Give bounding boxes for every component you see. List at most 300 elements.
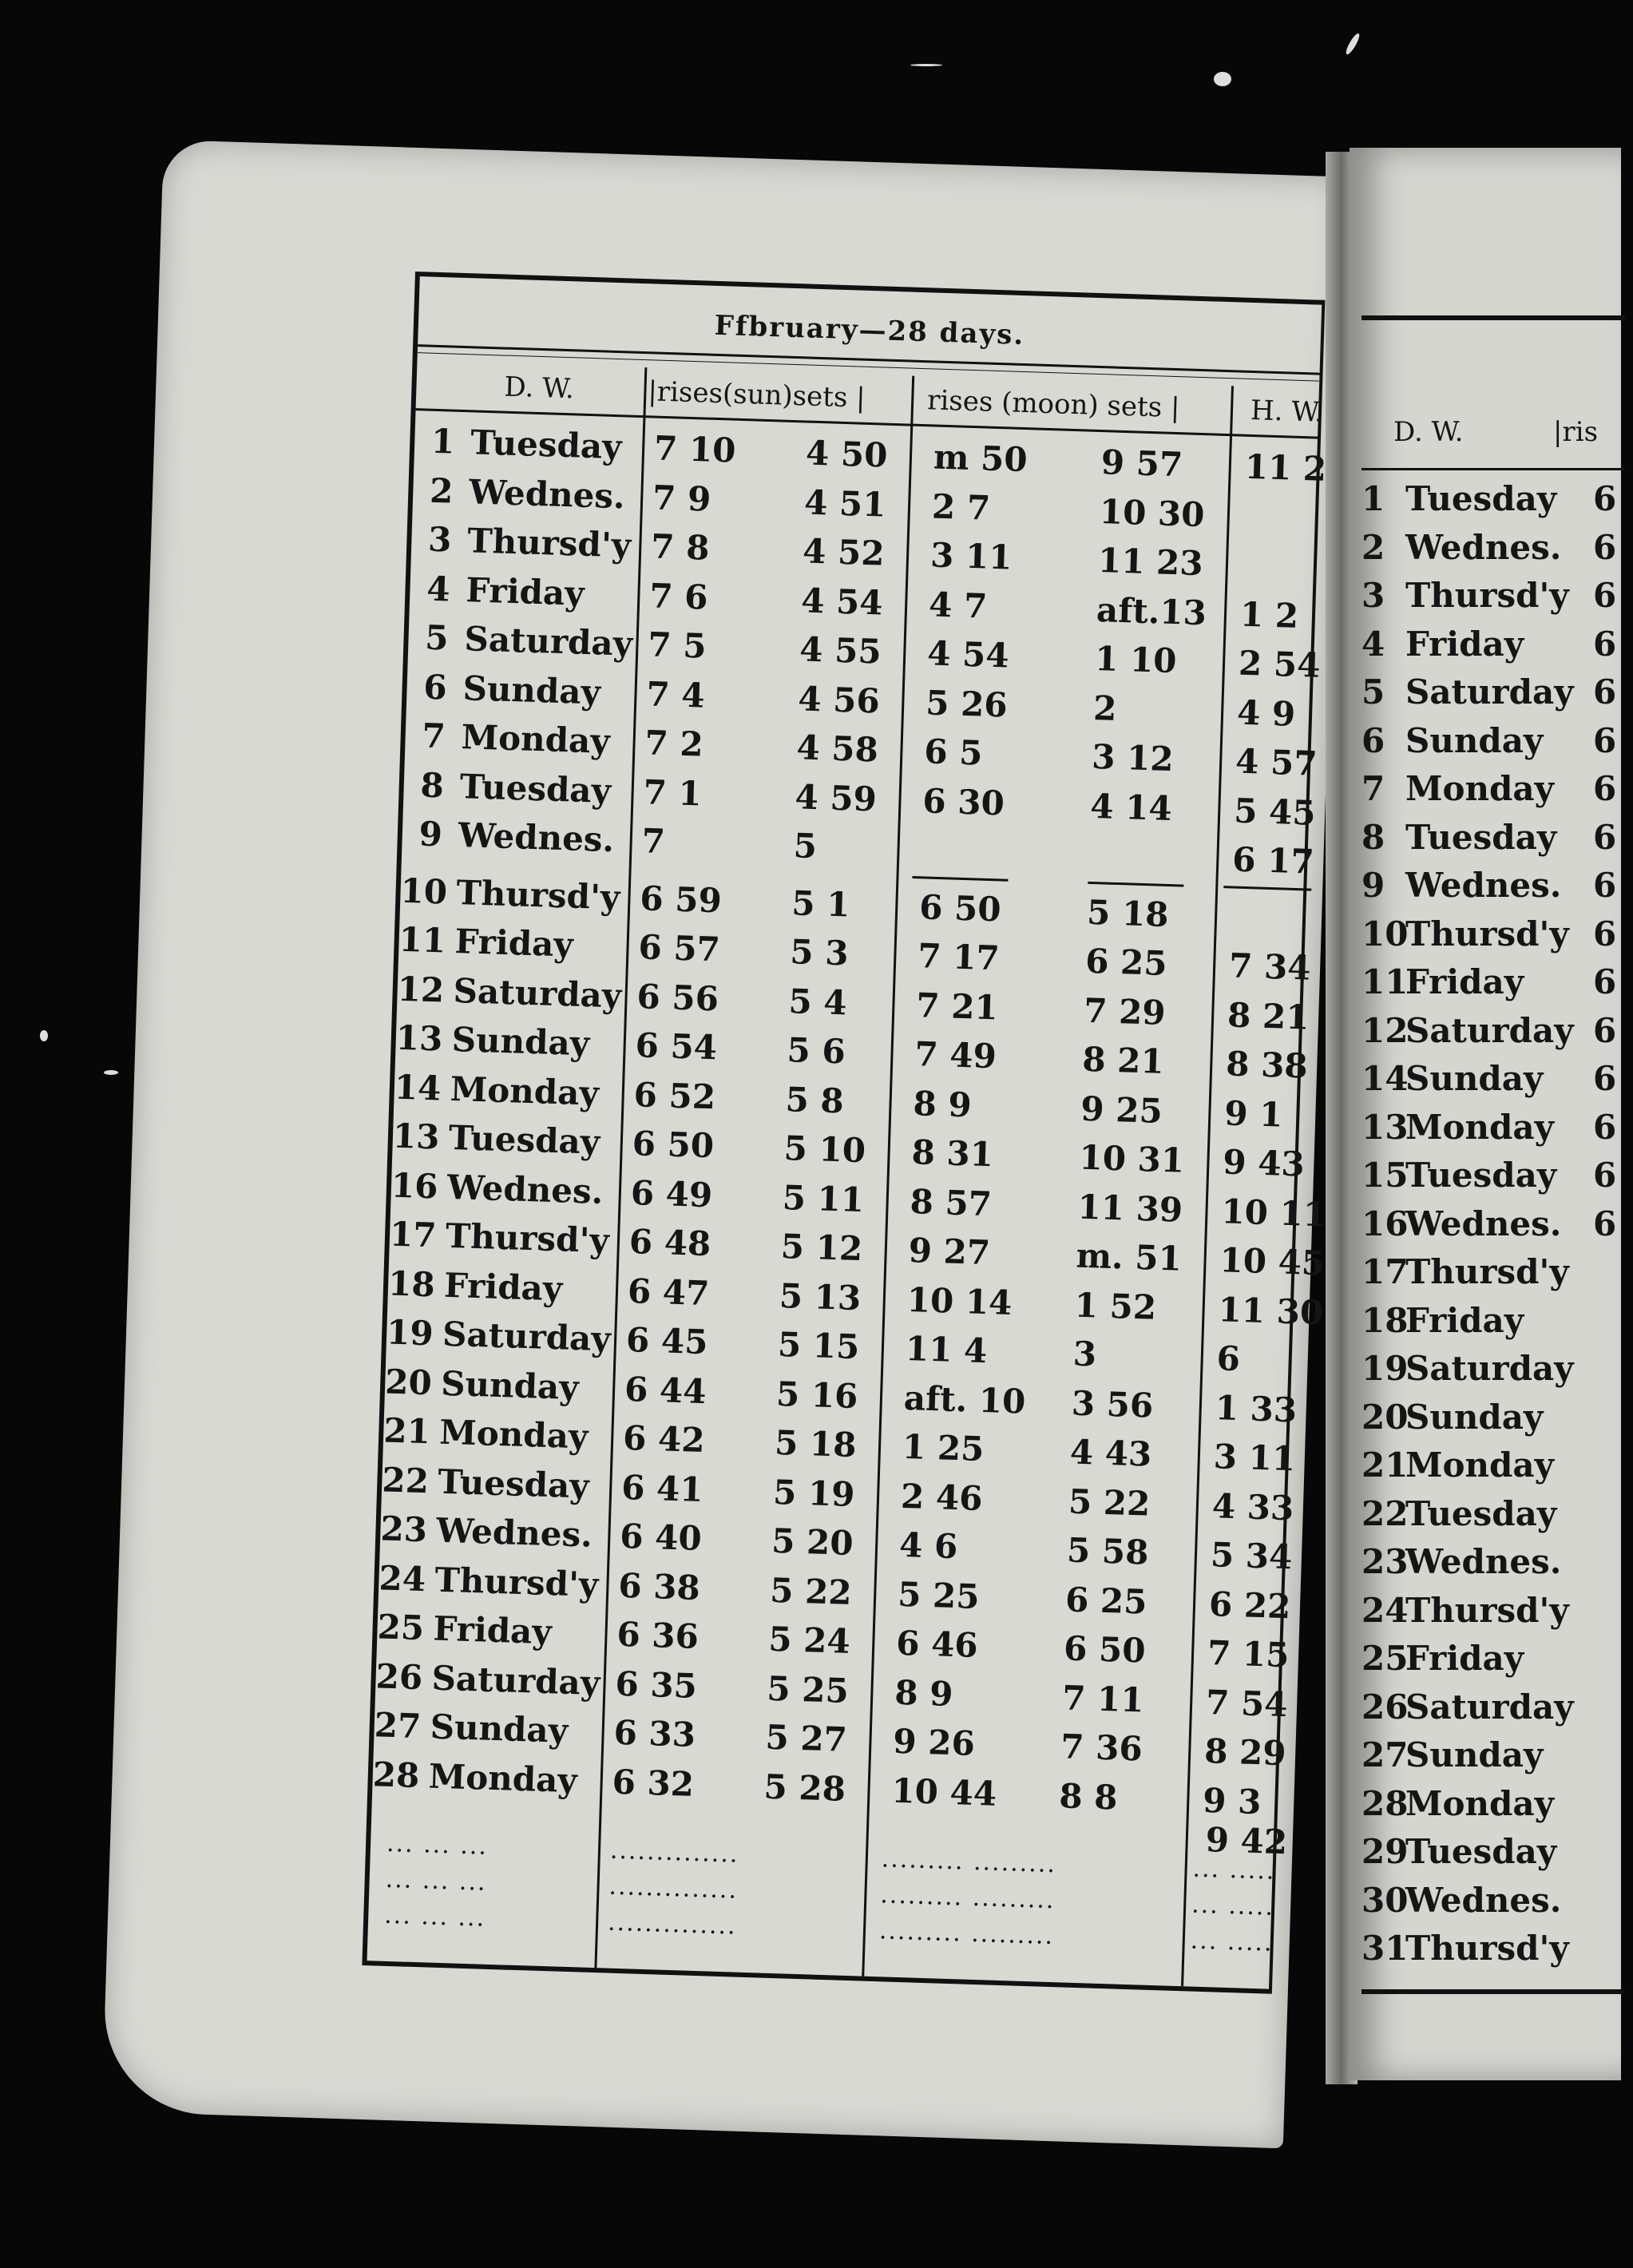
high-water-cell: 9 1 — [1223, 1092, 1284, 1135]
moonrise-cell: m 50 — [933, 437, 1029, 480]
sunrise-cell: 6 48 — [628, 1222, 711, 1264]
weekday-cell: Friday — [1405, 1639, 1524, 1678]
day-number-cell: 28 — [1361, 1783, 1409, 1823]
weekday-cell: Friday — [443, 1265, 564, 1308]
right-table-row — [1361, 1008, 1633, 1056]
day-number-cell: 2 — [1361, 527, 1385, 567]
weekday-cell: Monday — [1405, 1783, 1555, 1823]
weekday-cell: Monday — [438, 1412, 589, 1457]
moonset-cell: 3 56 — [1071, 1383, 1154, 1425]
high-water-cell: 3 11 — [1213, 1437, 1296, 1479]
day-number-cell: 13 — [1361, 1107, 1409, 1147]
moonset-cell: 5 58 — [1066, 1530, 1150, 1572]
sunrise-cell: 7 — [640, 821, 666, 862]
day-number-cell: 10 — [1361, 914, 1409, 954]
sunrise-cell: 7 8 — [650, 526, 711, 568]
sunrise-cell: 6 45 — [625, 1319, 709, 1362]
moonrise-cell: aft. 10 — [903, 1378, 1027, 1421]
high-water-cell: 10 45 — [1219, 1240, 1326, 1283]
sunset-cell: 5 3 — [789, 932, 850, 973]
weekday-cell: Saturday — [452, 970, 623, 1016]
day-number-cell: 11 — [1361, 962, 1409, 1001]
day-number-cell: 23 — [379, 1509, 428, 1550]
sunrise-cell: 6 — [1593, 1156, 1617, 1195]
day-number-cell: 3 — [1361, 576, 1385, 615]
right-table-row — [1361, 1298, 1633, 1346]
moonrise-cell: 11 4 — [905, 1328, 988, 1371]
right-table-row — [1361, 1056, 1633, 1104]
day-number-cell: 25 — [376, 1607, 425, 1648]
sunrise-cell: 7 6 — [648, 575, 709, 617]
sunrise-cell: 7 2 — [644, 723, 704, 764]
sunrise-cell: 6 54 — [634, 1025, 718, 1068]
weekday-cell: Monday — [1405, 769, 1555, 808]
moonrise-cell: 6 46 — [895, 1623, 979, 1665]
high-water-cell: 8 21 — [1227, 994, 1310, 1037]
sunset-cell: 4 56 — [797, 678, 881, 721]
moonrise-cell: 7 17 — [917, 936, 1001, 978]
dots-dw: ... ... ... — [385, 1865, 488, 1897]
sunset-cell: 5 28 — [763, 1766, 846, 1809]
day-number-cell: 5 — [424, 617, 450, 658]
moonrise-cell: 4 7 — [928, 584, 989, 626]
moonset-cell: 8 8 — [1058, 1775, 1119, 1818]
sunrise-cell: 6 — [1593, 672, 1617, 712]
weekday-cell: Friday — [454, 921, 574, 965]
sunrise-cell: 6 — [1593, 1203, 1617, 1243]
weekday-cell: Wednes. — [468, 471, 626, 516]
high-water-cell: 5 45 — [1233, 791, 1317, 833]
moonrise-cell: 8 31 — [910, 1132, 994, 1175]
moonset-cell: 4 14 — [1089, 786, 1173, 828]
day-number-cell: 20 — [1361, 1397, 1409, 1437]
sunrise-cell: 6 — [1593, 817, 1617, 857]
right-table-row — [1361, 1877, 1633, 1925]
right-table-row — [1361, 1684, 1633, 1732]
sunrise-cell: 6 — [1593, 720, 1617, 760]
right-table-row — [1361, 1781, 1633, 1829]
sunrise-cell: 6 — [1593, 866, 1617, 905]
weekday-cell: Saturday — [442, 1314, 612, 1359]
day-number-cell: 15 — [1361, 1156, 1409, 1195]
day-number-cell: 7 — [421, 716, 446, 756]
weekday-cell: Friday — [1405, 962, 1524, 1001]
sunset-cell: 5 19 — [772, 1472, 856, 1514]
moonset-cell: 7 36 — [1060, 1727, 1143, 1769]
hw-cell: 9 42 — [1205, 1820, 1288, 1862]
sunrise-cell: 7 1 — [642, 771, 703, 814]
right-table-row — [1361, 1104, 1633, 1152]
moonrise-cell: 6 50 — [918, 886, 1002, 929]
sunrise-cell: 6 — [1593, 1010, 1617, 1050]
moonrise-cell: 10 44 — [890, 1770, 997, 1814]
sunset-cell: 5 24 — [767, 1619, 851, 1661]
moonset-cell: 6 25 — [1064, 1579, 1148, 1622]
sunrise-cell: 6 32 — [611, 1762, 695, 1804]
dots-dw: ... ... ... — [386, 1829, 489, 1861]
day-number-cell: 9 — [418, 814, 443, 854]
dots-moon: ......... ......... — [879, 1881, 1056, 1915]
sunrise-cell: 6 47 — [627, 1271, 711, 1313]
moonset-cell: 10 30 — [1099, 491, 1206, 534]
right-table-row — [1361, 1394, 1633, 1442]
day-number-cell: 1 — [430, 421, 456, 462]
moonrise-cell: 1 25 — [902, 1426, 985, 1469]
moonset-cell: 11 39 — [1076, 1187, 1183, 1230]
weekday-cell: Friday — [465, 569, 585, 613]
sunrise-cell: 6 — [1593, 527, 1617, 567]
moonset-cell: 9 25 — [1080, 1088, 1163, 1131]
weekday-cell: Tuesday — [1405, 479, 1557, 518]
day-number-cell: 28 — [372, 1754, 421, 1795]
day-number-cell: 3 — [427, 519, 453, 560]
moonset-cell: 7 29 — [1083, 990, 1167, 1033]
weekday-cell: Tuesday — [448, 1117, 600, 1162]
weekday-cell: Sunday — [1405, 1735, 1544, 1774]
right-table-row — [1361, 1636, 1633, 1683]
sunset-cell: 4 54 — [800, 580, 884, 623]
weekday-cell: Saturday — [1405, 672, 1574, 712]
sunrise-cell: 6 33 — [612, 1712, 696, 1755]
day-number-cell: 7 — [1361, 769, 1385, 808]
day-number-cell: 24 — [378, 1557, 426, 1599]
right-table-row — [1361, 1829, 1633, 1877]
moonset-cell: m. 51 — [1075, 1235, 1183, 1279]
high-water-cell: 5 34 — [1210, 1535, 1294, 1577]
weekday-cell: Wednes. — [1405, 866, 1562, 905]
day-number-cell: 4 — [1361, 624, 1385, 664]
sunrise-cell: 6 57 — [637, 927, 721, 969]
dust-speck — [1344, 32, 1361, 56]
day-number-cell: 16 — [1361, 1203, 1409, 1243]
day-number-cell: 11 — [398, 919, 446, 961]
moonset-cell: aft.13 — [1096, 589, 1207, 632]
moonrise-cell: 8 57 — [909, 1181, 993, 1223]
moonrise-cell: 6 5 — [923, 732, 984, 773]
moonset-cell: 1 10 — [1094, 638, 1178, 681]
weekday-cell: Monday — [1405, 1107, 1555, 1147]
moonset-cell: 8 21 — [1081, 1039, 1165, 1081]
sunrise-cell: 7 4 — [645, 673, 706, 716]
moonset-cell: 11 23 — [1097, 541, 1204, 584]
sunset-cell: 5 16 — [775, 1374, 859, 1416]
high-water-cell: 10 11 — [1220, 1191, 1327, 1234]
right-table-row — [1361, 1588, 1633, 1636]
day-number-cell: 19 — [1361, 1349, 1409, 1388]
sunrise-cell: 6 — [1593, 1107, 1617, 1147]
right-table-row — [1361, 815, 1633, 862]
sunrise-cell: 6 49 — [630, 1172, 713, 1215]
weekday-cell: Saturday — [1405, 1349, 1574, 1388]
moonset-cell: 10 31 — [1078, 1137, 1185, 1180]
right-table-row — [1361, 1491, 1633, 1539]
header-moon: rises (moon) sets | — [926, 384, 1181, 425]
right-table-row — [1361, 1732, 1633, 1780]
header-sun: |rises(sun)sets | — [647, 375, 866, 414]
high-water-cell: 6 — [1215, 1338, 1241, 1379]
day-number-cell: 2 — [429, 470, 454, 511]
high-water-cell: 4 33 — [1211, 1485, 1294, 1528]
sunset-cell: 5 15 — [777, 1324, 861, 1367]
moonrise-cell: 9 26 — [892, 1721, 976, 1763]
weekday-cell: Tuesday — [459, 766, 612, 811]
day-number-cell: 18 — [387, 1263, 436, 1304]
right-table-row — [1361, 862, 1633, 910]
dots-sun: .............. — [609, 1836, 740, 1869]
weekday-cell: Thursd'y — [1405, 914, 1569, 954]
sunset-cell: 5 4 — [787, 981, 848, 1022]
weekday-cell: Friday — [1405, 624, 1524, 664]
sunset-cell: 4 51 — [803, 482, 887, 525]
sunrise-cell: 6 59 — [639, 878, 723, 920]
day-number-cell: 8 — [419, 765, 445, 805]
sunrise-cell: 6 — [1593, 769, 1617, 808]
almanac-table — [362, 272, 1325, 1994]
sunset-cell: 5 8 — [784, 1079, 845, 1120]
day-number-cell: 27 — [1361, 1735, 1409, 1774]
section-separator — [1223, 886, 1311, 890]
high-water-cell: 8 29 — [1203, 1731, 1287, 1774]
moonset-cell: 7 11 — [1061, 1677, 1145, 1720]
high-water-cell: 9 43 — [1222, 1142, 1306, 1184]
header-high-water: H. W. — [1250, 394, 1324, 429]
weekday-cell: Thursd'y — [466, 521, 632, 565]
day-number-cell: 30 — [1361, 1880, 1409, 1920]
weekday-cell: Saturday — [430, 1658, 600, 1703]
dots-moon: ......... ......... — [881, 1845, 1057, 1879]
weekday-cell: Wednes. — [1405, 1203, 1562, 1243]
day-number-cell: 26 — [375, 1655, 423, 1697]
day-number-cell: 25 — [1361, 1639, 1409, 1678]
right-table-row — [1361, 1442, 1633, 1490]
moonrise-cell: 3 11 — [929, 535, 1013, 577]
day-number-cell: 14 — [1361, 1059, 1409, 1098]
weekday-cell: Sunday — [1405, 720, 1544, 760]
weekday-cell: Wednes. — [458, 815, 615, 860]
moonset-cell: 4 43 — [1069, 1432, 1152, 1474]
sunset-cell: 5 11 — [782, 1177, 865, 1219]
day-number-cell: 20 — [384, 1362, 433, 1402]
weekday-cell: Friday — [1405, 1300, 1524, 1340]
weekday-cell: Wednes. — [446, 1167, 604, 1211]
right-table-row — [1361, 573, 1633, 621]
weekday-cell: Sunday — [1405, 1397, 1544, 1437]
right-table-row — [1361, 1201, 1633, 1249]
moonset-cell: 5 22 — [1068, 1481, 1151, 1524]
moonset-cell: 9 57 — [1100, 442, 1183, 485]
sunrise-cell: 6 50 — [632, 1124, 715, 1166]
moonrise-cell: 6 30 — [922, 780, 1005, 823]
sunrise-cell: 6 38 — [617, 1565, 701, 1608]
day-number-cell: 21 — [382, 1410, 431, 1452]
sunset-cell: 4 59 — [794, 776, 878, 819]
weekday-cell: Wednes. — [435, 1510, 593, 1555]
right-table-row — [1361, 1152, 1633, 1200]
moonset-cell: 3 12 — [1091, 736, 1175, 779]
moonrise-cell: 2 7 — [931, 486, 991, 528]
day-number-cell: 13 — [395, 1017, 444, 1059]
sunrise-cell: 7 10 — [653, 428, 737, 470]
high-water-cell: 6 22 — [1208, 1584, 1292, 1626]
right-header-rule — [1361, 468, 1625, 470]
right-table-row — [1361, 1249, 1633, 1297]
right-table-row — [1361, 1539, 1633, 1587]
moonset-cell: 6 50 — [1063, 1628, 1147, 1671]
moonrise-cell: 7 49 — [914, 1034, 997, 1077]
moonrise-cell: 10 14 — [906, 1279, 1013, 1322]
moonset-cell: 2 — [1092, 688, 1118, 728]
day-number-cell: 9 — [1361, 866, 1385, 905]
sunrise-cell: 6 — [1593, 624, 1617, 664]
moonset-cell: 3 — [1072, 1334, 1097, 1374]
weekday-cell: Tuesday — [470, 422, 623, 467]
weekday-cell: Saturday — [463, 619, 633, 664]
section-separator — [1088, 881, 1183, 886]
high-water-cell: 7 34 — [1228, 946, 1312, 988]
moonset-cell: 5 18 — [1086, 892, 1170, 934]
sunset-cell: 5 27 — [764, 1717, 848, 1759]
high-water-cell: 11 30 — [1217, 1289, 1324, 1332]
day-number-cell: 8 — [1361, 817, 1385, 857]
month-title: Ffbruary—28 days. — [714, 309, 1025, 352]
high-water-cell: 2 54 — [1238, 643, 1322, 685]
high-water-cell: 6 17 — [1231, 839, 1315, 882]
weekday-cell: Saturday — [1405, 1687, 1574, 1727]
moonrise-cell: 9 27 — [908, 1231, 991, 1273]
sunset-cell: 4 58 — [795, 728, 879, 770]
right-table-row — [1361, 525, 1633, 573]
weekday-cell: Thursd'y — [455, 872, 621, 917]
day-number-cell: 22 — [381, 1459, 430, 1501]
weekday-cell: Sunday — [440, 1363, 580, 1407]
day-number-cell: 12 — [397, 969, 445, 1010]
weekday-cell: Monday — [460, 717, 611, 761]
dots-moon: ......... ......... — [878, 1917, 1055, 1951]
day-number-cell: 6 — [1361, 720, 1385, 760]
sunrise-cell: 6 56 — [636, 976, 719, 1018]
sunrise-cell: 6 — [1593, 576, 1617, 615]
weekday-cell: Tuesday — [1405, 1493, 1557, 1533]
dust-speck — [1214, 72, 1231, 86]
dust-speck — [40, 1030, 48, 1041]
sunrise-cell: 6 — [1593, 962, 1617, 1001]
sunset-cell: 5 20 — [771, 1521, 854, 1564]
weekday-cell: Tuesday — [1405, 1832, 1557, 1871]
day-number-cell: 13 — [392, 1116, 441, 1157]
right-table-row — [1361, 1925, 1633, 1973]
weekday-cell: Thursd'y — [445, 1215, 610, 1261]
moonrise-cell: 7 21 — [915, 985, 999, 1027]
day-number-cell: 16 — [390, 1165, 439, 1206]
day-number-cell: 19 — [386, 1312, 434, 1354]
weekday-cell: Sunday — [1405, 1059, 1544, 1098]
weekday-cell: Thursd'y — [434, 1560, 599, 1604]
dust-speck — [910, 64, 942, 66]
sunset-cell: 5 13 — [779, 1275, 862, 1318]
sunrise-cell: 6 — [1593, 1059, 1617, 1098]
weekday-cell: Monday — [428, 1755, 578, 1800]
weekday-cell: Thursd'y — [1405, 1590, 1569, 1630]
sunset-cell: 5 18 — [774, 1422, 858, 1465]
right-table-row — [1361, 766, 1633, 814]
right-page-table — [1361, 315, 1625, 1994]
day-number-cell: 23 — [1361, 1542, 1409, 1581]
day-number-cell: 26 — [1361, 1687, 1409, 1727]
sunset-cell: 5 — [792, 826, 818, 866]
sunset-cell: 5 25 — [766, 1668, 850, 1711]
right-table-row — [1361, 621, 1633, 669]
day-number-cell: 29 — [1361, 1832, 1409, 1871]
weekday-cell: Thursd'y — [1405, 576, 1569, 615]
sunrise-cell: 6 — [1593, 479, 1617, 518]
sunrise-cell: 6 52 — [633, 1074, 716, 1116]
day-number-cell: 12 — [1361, 1010, 1409, 1050]
weekday-cell: Sunday — [462, 668, 601, 712]
sunrise-cell: 7 5 — [647, 624, 708, 666]
sunset-cell: 5 1 — [791, 882, 851, 924]
weekday-cell: Wednes. — [1405, 1542, 1562, 1581]
day-number-cell: 18 — [1361, 1300, 1409, 1340]
moonrise-cell: 4 54 — [926, 633, 1010, 676]
weekday-cell: Sunday — [451, 1019, 590, 1064]
weekday-cell: Wednes. — [1405, 527, 1562, 567]
day-number-cell: 14 — [394, 1067, 442, 1108]
right-header-day-week: D. W. — [1393, 416, 1464, 448]
day-number-cell: 10 — [399, 870, 448, 912]
high-water-cell: 11 2 — [1244, 446, 1327, 489]
moonset-cell: 6 25 — [1084, 941, 1168, 983]
day-number-cell: 21 — [1361, 1445, 1409, 1485]
sunrise-cell: 6 40 — [619, 1516, 703, 1559]
weekday-cell: Wednes. — [1405, 1880, 1562, 1920]
sunrise-cell: 6 41 — [620, 1467, 704, 1509]
dots-sun: .............. — [607, 1908, 738, 1941]
weekday-cell: Friday — [432, 1608, 553, 1652]
section-separator — [912, 875, 1008, 881]
dots-hw: ... ..... — [1191, 1890, 1275, 1921]
sunrise-cell: 6 44 — [624, 1369, 708, 1411]
weekday-cell: Monday — [1405, 1445, 1555, 1485]
sunset-cell: 5 10 — [783, 1128, 866, 1171]
weekday-cell: Sunday — [430, 1707, 569, 1751]
right-table-row — [1361, 911, 1633, 959]
sunset-cell: 5 12 — [780, 1226, 863, 1269]
moonrise-cell: 5 26 — [925, 682, 1009, 725]
day-number-cell: 27 — [374, 1705, 422, 1747]
dots-sun: .............. — [608, 1872, 739, 1905]
weekday-cell: Saturday — [1405, 1010, 1574, 1050]
high-water-cell: 1 2 — [1239, 594, 1299, 636]
day-number-cell: 5 — [1361, 672, 1385, 712]
weekday-cell: Tuesday — [1405, 1156, 1557, 1195]
moonrise-cell: 8 9 — [912, 1083, 973, 1124]
high-water-cell: 9 3 — [1202, 1780, 1262, 1822]
moonset-cell: 1 52 — [1074, 1285, 1157, 1327]
moonrise-cell: 8 9 — [894, 1672, 954, 1714]
day-number-cell: 31 — [1361, 1929, 1409, 1968]
header-day-week: D. W. — [503, 371, 575, 406]
high-water-cell: 4 57 — [1235, 741, 1318, 783]
high-water-cell: 7 15 — [1207, 1633, 1290, 1675]
moonrise-cell: 2 46 — [900, 1476, 984, 1518]
right-table-row — [1361, 959, 1633, 1007]
dots-hw: ... ..... — [1190, 1926, 1274, 1957]
sunset-cell: 4 50 — [805, 433, 889, 475]
day-number-cell: 4 — [426, 569, 451, 609]
high-water-cell: 1 33 — [1215, 1387, 1298, 1429]
weekday-cell: Thursd'y — [1405, 1252, 1569, 1291]
sunset-cell: 4 52 — [802, 531, 886, 573]
